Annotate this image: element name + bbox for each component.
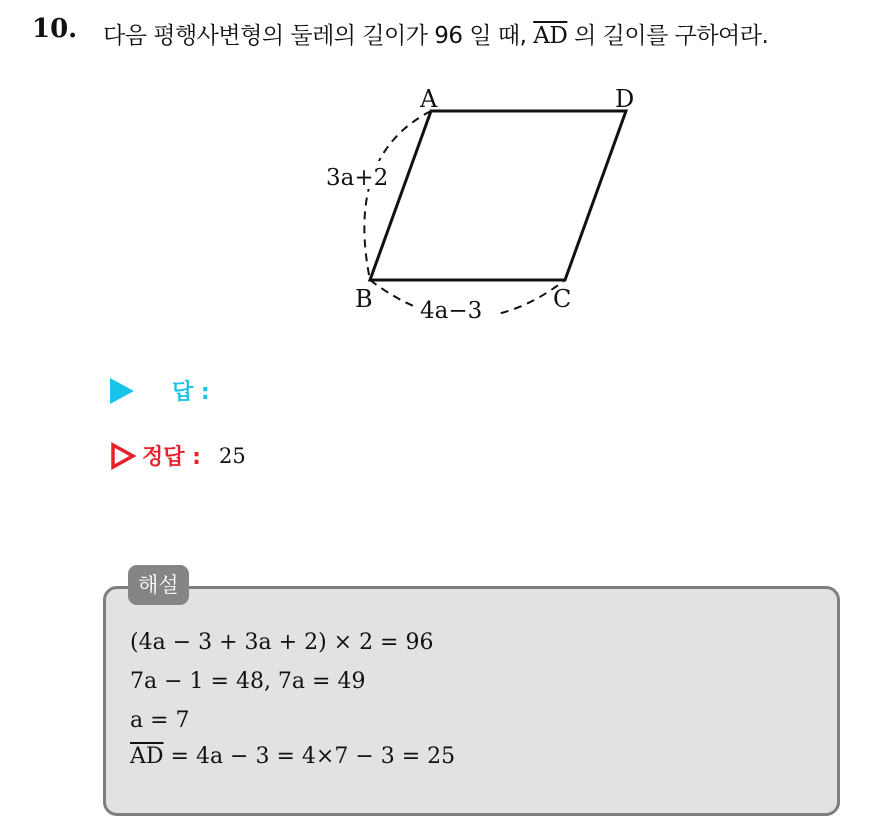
answer-key-label: 정답 : [142,445,201,470]
solution-line-4-rest: = 4a − 3 = 4×7 − 3 = 25 [163,744,456,769]
side-bc-label: 4a−3 [420,298,483,324]
play-outline-icon [110,442,136,470]
question-number: 10. [32,14,78,44]
solution-tab: 해설 [128,565,189,605]
solution-box [103,586,840,816]
question-text [103,17,768,50]
solution-line-4 [130,744,455,769]
question-text-before: 다음 평행사변형의 둘레의 길이가 96 일 때, [103,23,534,49]
answer-row [110,375,210,406]
question-text-after: 의 길이를 구하여라. [567,23,769,49]
question-segment: $\overline{AD}$ [533,23,568,49]
vertex-d-label: D [615,85,635,113]
solution-line-1: (4a − 3 + 3a + 2) × 2 = 96 [130,630,434,655]
answer-label: 답 : [172,380,210,405]
play-icon [110,378,134,404]
parallelogram-shape [370,111,626,280]
side-ab-label: 3a+2 [326,165,389,191]
vertex-a-label: A [420,85,438,113]
vertex-b-label: B [355,285,373,313]
parallelogram-figure [300,75,680,335]
solution-line-2: 7a − 1 = 48, 7a = 49 [130,669,366,694]
answer-key-row [110,440,246,471]
answer-key-value: 25 [218,443,246,468]
vertex-c-label: C [553,285,572,313]
solution-segment: $\overline{AD}$ [130,744,164,769]
solution-line-3: a = 7 [130,708,190,733]
